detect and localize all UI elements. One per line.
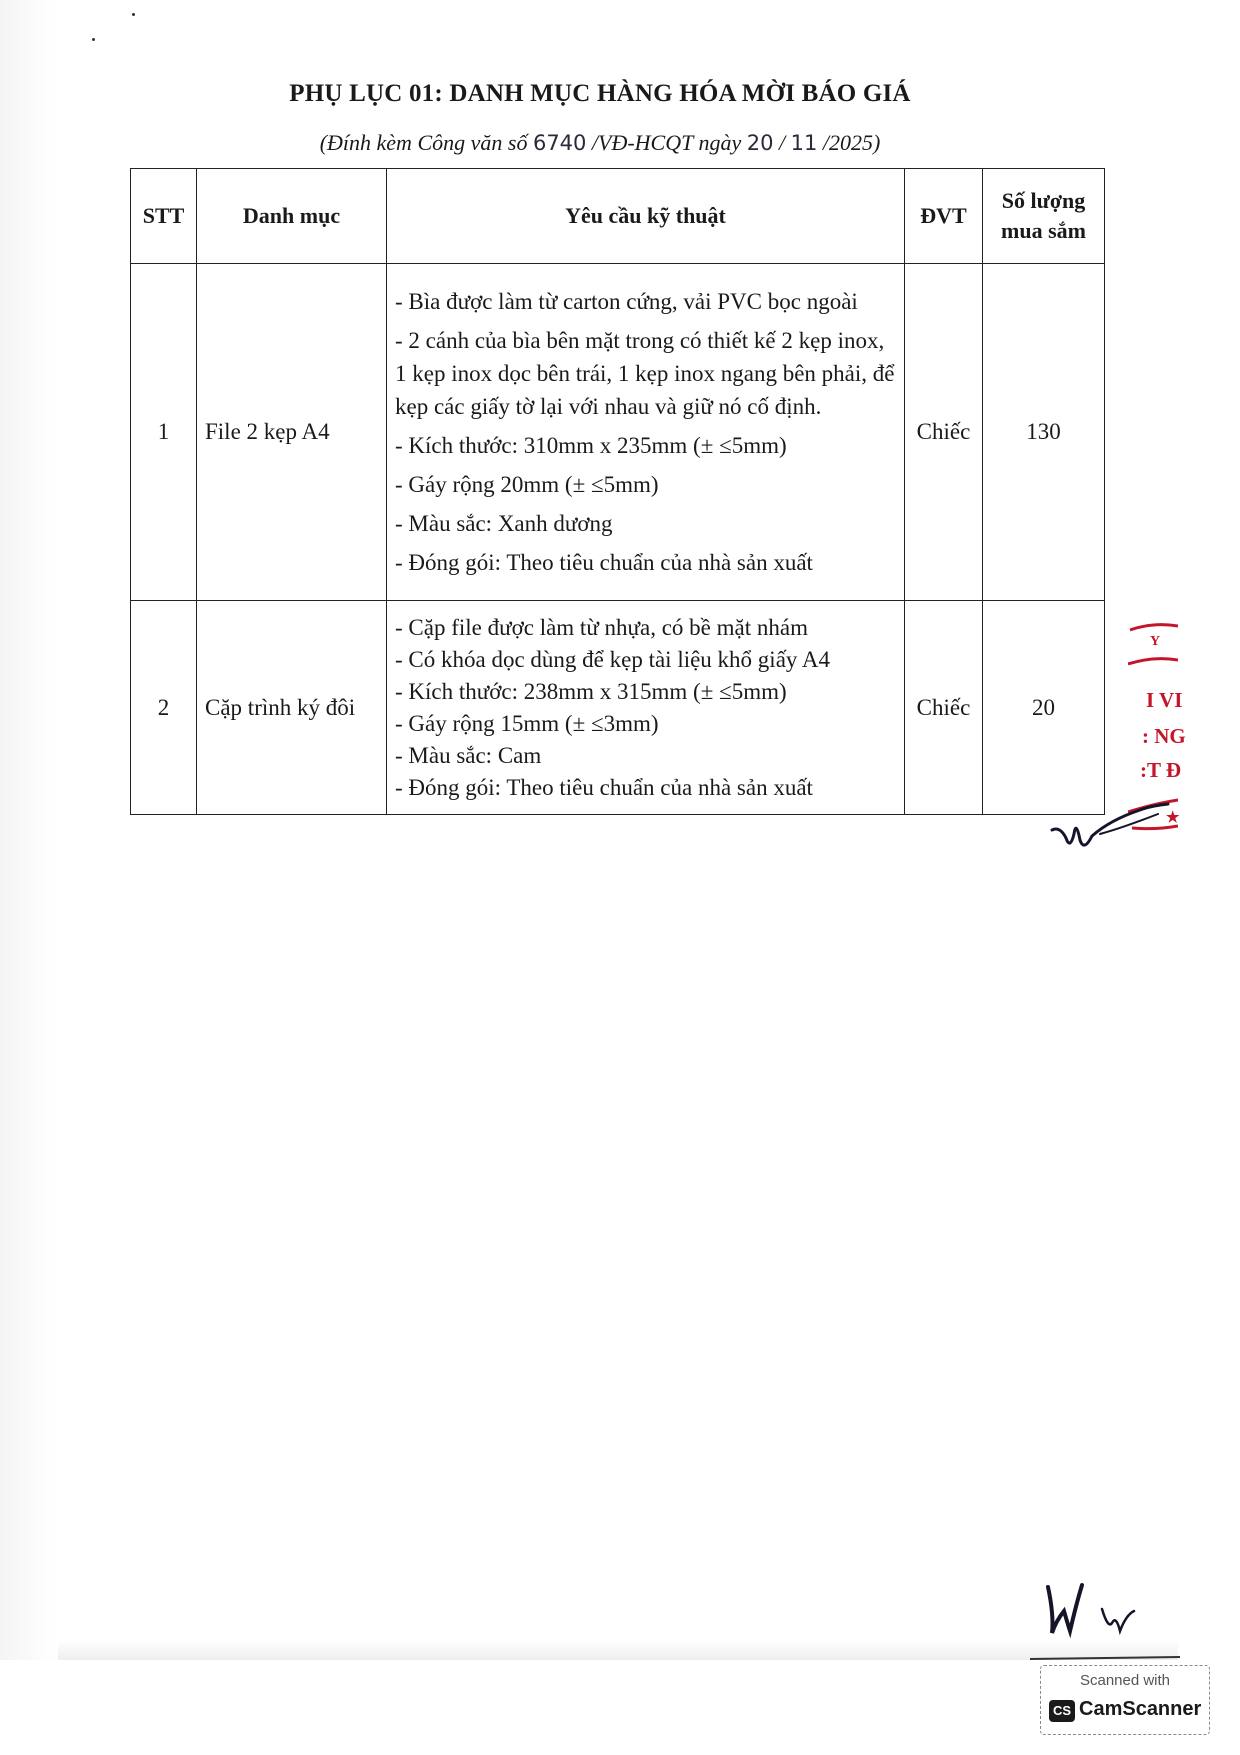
requirement-line: - Bìa được làm từ carton cứng, vải PVC bọc ngoài [395, 289, 858, 314]
signature-mark [1040, 790, 1180, 860]
initials-mark [1030, 1575, 1180, 1665]
watermark-brand: CamScanner [1079, 1698, 1202, 1720]
scan-speck [132, 13, 135, 16]
subtitle-middle: /VĐ-HCQT ngày [591, 130, 742, 155]
goods-table [130, 168, 1105, 815]
requirement-line: - Đóng gói: Theo tiêu chuẩn của nhà sản xuất [395, 774, 813, 800]
requirement-line: - Gáy rộng 15mm (± ≤3mm) [395, 710, 659, 736]
header-category: Danh mục [197, 169, 387, 264]
requirement-line: - Kích thước: 310mm x 235mm (± ≤5mm) [395, 433, 787, 458]
cell-quantity: 20 [983, 601, 1105, 815]
subtitle-prefix: (Đính kèm Công văn số [319, 130, 528, 155]
requirement-line: - Gáy rộng 20mm (± ≤5mm) [395, 472, 659, 497]
requirement-line: - Kích thước: 238mm x 315mm (± ≤5mm) [395, 678, 787, 704]
seal-star-icon: ★ [1166, 810, 1180, 826]
requirement-line: - Màu sắc: Xanh dương [395, 511, 613, 536]
header-stt: STT [131, 169, 197, 264]
header-unit: ĐVT [905, 169, 983, 264]
seal-text: : NG [1142, 724, 1186, 748]
cell-unit: Chiếc [905, 601, 983, 815]
requirement-line: - 2 cánh của bìa bên mặt trong có thiết kế 2 kẹp inox, 1 kẹp inox dọc bên trái, 1 kẹp inox ngang bên phải, để kẹp các giấy tờ lại với nhau và giữ nó cố định. [395, 328, 895, 419]
camscanner-watermark [1040, 1665, 1210, 1735]
cell-requirements [387, 601, 905, 815]
header-quantity-line2: mua sắm [1001, 218, 1086, 243]
handwritten-month: 11 [790, 131, 818, 155]
watermark-caption: Scanned with [1079, 1672, 1171, 1689]
cell-unit: Chiếc [905, 264, 983, 601]
subtitle-sep: / [778, 130, 786, 155]
subtitle-suffix: /2025) [822, 130, 881, 155]
cell-requirements [387, 264, 905, 601]
table-row [131, 601, 1105, 815]
handwritten-doc-number: 6740 [532, 131, 587, 155]
header-quantity [983, 169, 1105, 264]
camscanner-logo-icon: CS [1049, 1700, 1075, 1722]
requirement-line: - Màu sắc: Cam [395, 742, 542, 768]
cell-stt: 2 [131, 601, 197, 815]
handwritten-day: 20 [746, 131, 774, 155]
requirement-line: - Đóng gói: Theo tiêu chuẩn của nhà sản xuất [395, 550, 813, 575]
seal-text: I VI [1146, 688, 1183, 712]
scan-speck [92, 38, 95, 41]
header-quantity-line1: Số lượng [1001, 188, 1086, 213]
header-requirements: Yêu cầu kỹ thuật [387, 169, 905, 264]
cell-stt: 1 [131, 264, 197, 601]
cell-category: File 2 kẹp A4 [197, 264, 387, 601]
document-subtitle [0, 130, 1200, 156]
requirement-line: - Cặp file được làm từ nhựa, có bề mặt nhám [395, 614, 808, 640]
seal-text: Y [1150, 634, 1161, 649]
table-row [131, 264, 1105, 601]
seal-text: :T Đ [1140, 758, 1182, 782]
cell-category: Cặp trình ký đôi [197, 601, 387, 815]
document-title: PHỤ LỤC 01: DANH MỤC HÀNG HÓA MỜI BÁO GIÁ [289, 80, 911, 107]
requirement-line: - Có khóa dọc dùng để kẹp tài liệu khổ giấy A4 [395, 646, 831, 672]
scan-shadow-left [0, 0, 58, 1660]
table-header-row [131, 169, 1105, 264]
scan-shadow-bottom [58, 1640, 1178, 1660]
cell-quantity: 130 [983, 264, 1105, 601]
